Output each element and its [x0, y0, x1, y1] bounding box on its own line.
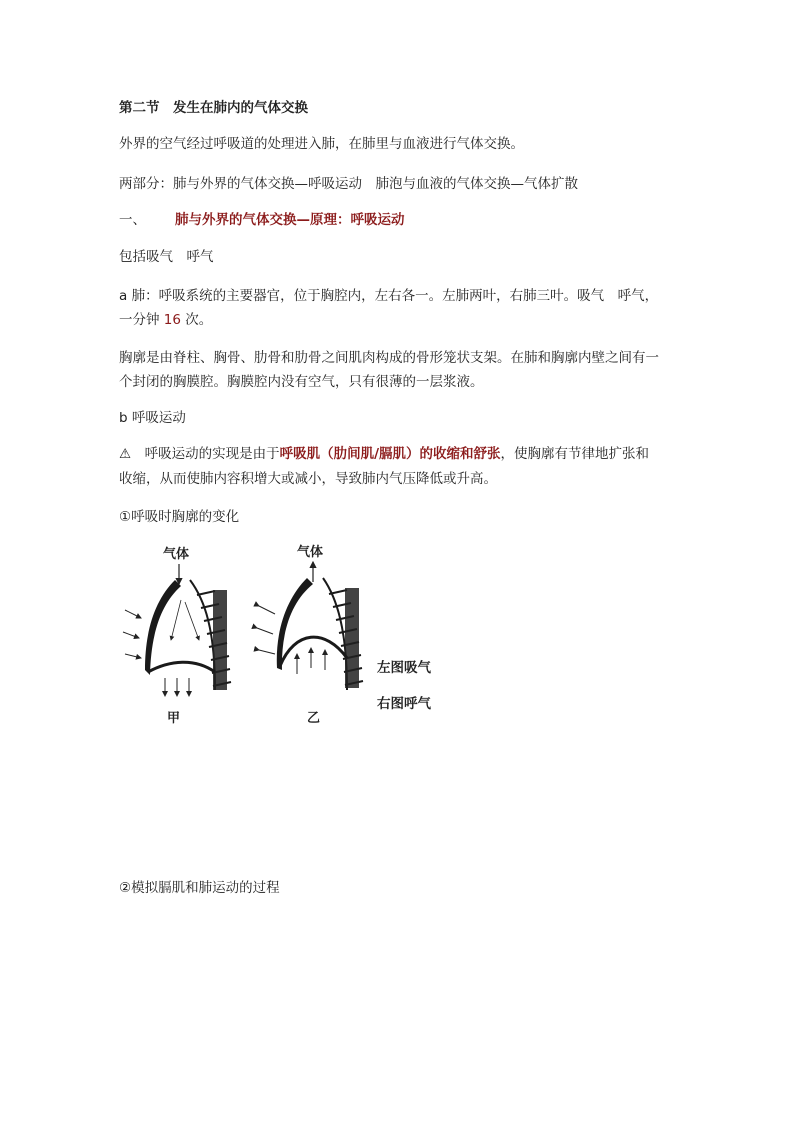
- right-figure-label: 乙: [307, 711, 321, 726]
- lung-line-2-pre: 一分钟: [119, 312, 164, 328]
- mechanism-post: ，使胸廓有节律地扩张和: [500, 446, 650, 462]
- lung-line-1: a 肺：呼吸系统的主要器官，位于胸腔内，左右各一。左肺两叶，右肺三叶。吸气 呼气，: [119, 288, 659, 304]
- mechanism-emphasis: 呼吸肌（肋间肌/膈肌）的收缩和舒张: [279, 446, 501, 462]
- item-2: ②模拟膈肌和肺运动的过程: [119, 880, 280, 896]
- includes-line: 包括吸气 呼气: [119, 249, 214, 265]
- thorax-line-1: 胸廓是由脊柱、胸骨、肋骨和肋骨之间肌肉构成的骨形笼状支架。在肺和胸廓内壁之间有一: [119, 350, 659, 366]
- left-figure-label: 甲: [167, 711, 181, 726]
- caption-exhale: 右图呼气: [377, 696, 431, 712]
- two-parts-paragraph: 两部分：肺与外界的气体交换—呼吸运动 肺泡与血液的气体交换—气体扩散: [119, 176, 578, 192]
- item-1: ①呼吸时胸廓的变化: [119, 509, 240, 525]
- mechanism-pre: 呼吸运动的实现是由于: [131, 446, 280, 462]
- breath-count: 16: [163, 312, 181, 328]
- b-title: b 呼吸运动: [119, 410, 186, 426]
- lung-line-2: [119, 308, 212, 332]
- right-gas-label: 气体: [297, 545, 324, 560]
- left-gas-label: 气体: [163, 547, 190, 562]
- section-title: 第二节 发生在肺内的气体交换: [119, 100, 308, 116]
- thorax-figure: [115, 540, 475, 730]
- intro-paragraph: 外界的空气经过呼吸道的处理进入肺，在肺里与血液进行气体交换。: [119, 136, 524, 152]
- mechanism-line-2: 收缩，从而使肺内容积增大或减小，导致肺内气压降低或升高。: [119, 471, 497, 487]
- thorax-line-2: 个封闭的胸膜腔。胸膜腔内没有空气，只有很薄的一层浆液。: [119, 374, 484, 390]
- warning-icon: ⚠: [119, 446, 132, 462]
- heading-1-number: 一、: [119, 212, 146, 228]
- exhale-diagram: [257, 544, 363, 726]
- caption-inhale: 左图吸气: [377, 660, 431, 676]
- lung-line-2-post: 次。: [180, 312, 213, 328]
- inhale-diagram: [123, 546, 231, 726]
- mechanism-line-1: [119, 442, 649, 466]
- heading-1-text: 肺与外界的气体交换—原理：呼吸运动: [175, 212, 405, 228]
- heading-1: [119, 208, 405, 232]
